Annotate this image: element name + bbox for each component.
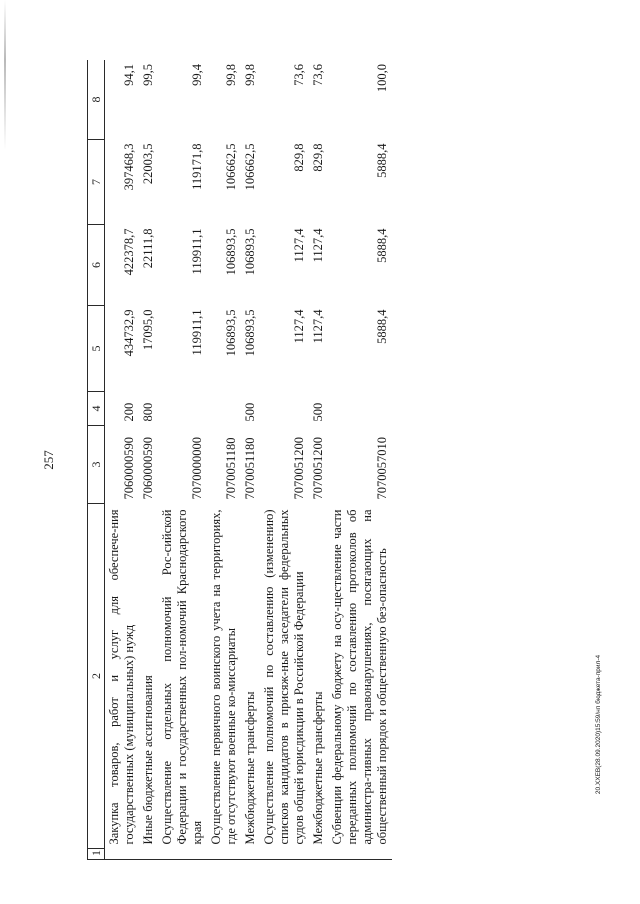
row-name: Осуществление полномочий по составлению (изменению) списков кандидатов в присяж-ные заседатели федеральных судов общей юрисдикции в Российской Федерации <box>262 509 306 845</box>
document-footer <box>591 588 607 860</box>
amount-col5: 106893,5 <box>224 309 238 357</box>
column-header: 7 <box>88 140 105 225</box>
rotated-page <box>87 60 531 860</box>
column-header: 2 <box>88 504 105 849</box>
expense-type-code: 500 <box>243 402 257 422</box>
row-name: Осуществление первичного воинского учета на территориях, где отсутствуют военные ко-миссариаты <box>209 509 238 845</box>
cell-col1 <box>105 849 140 860</box>
amount-col7: 106662,5 <box>224 143 238 191</box>
amount-col7: 5888,4 <box>375 143 389 178</box>
percent-col8: 99,4 <box>158 60 207 140</box>
expense-type-code: 200 <box>122 402 136 422</box>
target-code: 7070057010 <box>375 437 389 500</box>
expense-type-code: 500 <box>311 402 325 422</box>
amount-col5: 119911,1 <box>190 309 204 356</box>
row-name: Осуществление отдельных полномочий Рос-сийской Федерации и государственных пол-номочий Краснодарского края <box>160 509 204 845</box>
table-header-row <box>88 60 105 860</box>
page-number <box>36 445 62 475</box>
row-name: Межбюджетные трансферты <box>243 691 257 845</box>
amount-col5: 5888,4 <box>375 309 389 344</box>
amount-col5: 434732,9 <box>122 309 136 357</box>
target-code: 7070051200 <box>311 437 325 500</box>
cell-col1 <box>328 849 392 860</box>
amount-col5: 1127,4 <box>311 309 325 344</box>
amount-col5: 106893,5 <box>243 309 257 357</box>
cell-col1 <box>241 849 260 860</box>
cell-col1 <box>139 849 158 860</box>
amount-col6: 1127,4 <box>311 228 325 263</box>
percent-col8: 99,8 <box>207 60 241 140</box>
target-code: 7070051180 <box>243 437 257 500</box>
amount-col6: 5888,4 <box>375 228 389 263</box>
expense-type-code <box>260 392 309 426</box>
percent-col8: 99,5 <box>139 60 158 140</box>
amount-col6: 106893,5 <box>224 228 238 276</box>
cell-col1 <box>207 849 241 860</box>
column-header: 6 <box>88 225 105 306</box>
target-code: 7060000590 <box>141 437 155 500</box>
row-name: Закупка товаров, работ и услуг для обеспече-ния государственных (муниципальных) нужд <box>107 509 136 845</box>
column-header: 3 <box>88 426 105 504</box>
column-header: 5 <box>88 306 105 392</box>
expense-type-code <box>328 392 392 426</box>
target-code: 7070051200 <box>292 437 306 500</box>
percent-col8: 73,6 <box>260 60 309 140</box>
percent-col8: 99,8 <box>241 60 260 140</box>
percent-col8: 73,6 <box>309 60 328 140</box>
table-row <box>139 60 158 860</box>
expense-type-code <box>158 392 207 426</box>
amount-col7: 106662,5 <box>243 143 257 191</box>
amount-col6: 106893,5 <box>243 228 257 276</box>
amount-col7: 397468,3 <box>122 143 136 191</box>
target-code: 7070051180 <box>224 437 238 500</box>
table-row <box>309 60 328 860</box>
table-row <box>260 60 309 860</box>
amount-col6: 1127,4 <box>292 228 306 263</box>
row-name: Иные бюджетные ассигнования <box>141 675 155 845</box>
cell-col1 <box>158 849 207 860</box>
column-header: 4 <box>88 392 105 426</box>
footer-text: 20.ХХЕВ(28.09.2020)15:59/нп бюджета-прил-4 <box>595 654 603 794</box>
table-row <box>105 60 140 860</box>
table-row <box>158 60 207 860</box>
target-code: 7060000590 <box>122 437 136 500</box>
scan-edge-shadow <box>4 0 6 150</box>
table-row <box>241 60 260 860</box>
column-header: 8 <box>88 60 105 140</box>
table-row <box>328 60 392 860</box>
cell-col1 <box>309 849 328 860</box>
amount-col6: 422378,7 <box>122 228 136 276</box>
amount-col7: 22003,5 <box>141 143 155 185</box>
amount-col6: 22111,8 <box>141 228 155 269</box>
amount-col7: 829,8 <box>311 143 325 172</box>
row-name: Субвенции федеральному бюджету на осу-ществление части переданных полномочий по составлению протоколов об администра-тивных правонарушениях, посягающих на общественный порядок и общественную без-опасность <box>330 509 389 845</box>
amount-col6: 119911,1 <box>190 228 204 275</box>
cell-col1 <box>260 849 309 860</box>
rotated-content <box>87 60 531 860</box>
table-row <box>207 60 241 860</box>
column-header: 1 <box>88 849 105 860</box>
amount-col5: 17095,0 <box>141 309 155 351</box>
page-number-text: 257 <box>41 450 56 470</box>
percent-col8: 100,0 <box>328 60 392 140</box>
amount-col7: 829,8 <box>292 143 306 172</box>
percent-col8: 94,1 <box>105 60 140 140</box>
budget-table <box>87 60 392 860</box>
amount-col5: 1127,4 <box>292 309 306 344</box>
row-name: Межбюджетные трансферты <box>311 691 325 845</box>
target-code: 7070000000 <box>190 437 204 500</box>
expense-type-code <box>207 392 241 426</box>
amount-col7: 119171,8 <box>190 143 204 190</box>
expense-type-code: 800 <box>141 402 155 422</box>
